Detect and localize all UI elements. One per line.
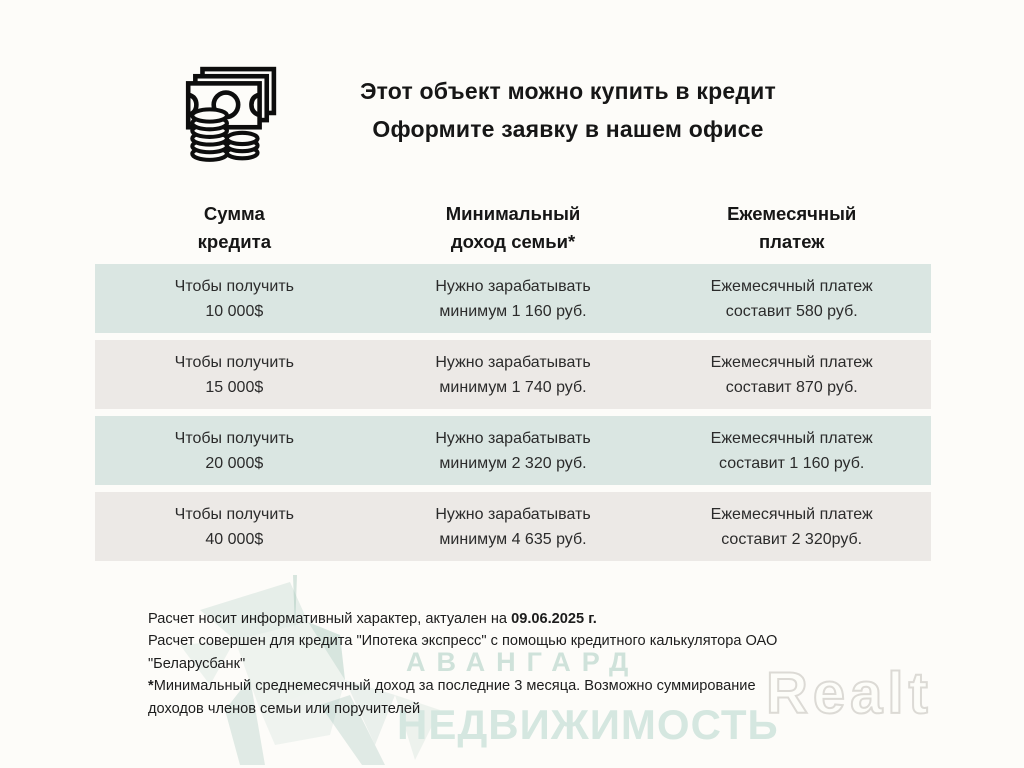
money-banknotes-coins-icon [178,64,280,166]
agency-watermark-line2: НЕДВИЖИМОСТЬ [397,701,779,748]
column-header-monthly-payment: Ежемесячный платеж [727,203,857,252]
credit-sum-cell: Чтобы получить 20 000$ [174,429,294,472]
column-header-credit-sum: Сумма кредита [197,203,271,252]
column-header-min-income: Минимальный доход семьи* [445,203,581,252]
monthly-payment-cell: Ежемесячный платеж составит 2 320руб. [710,505,873,548]
monthly-payment-cell: Ежемесячный платеж составит 580 руб. [710,277,873,320]
table-row [95,264,931,333]
realt-watermark: Realt [766,661,933,726]
credit-sum-cell: Чтобы получить 40 000$ [174,505,294,548]
page-title [280,72,856,148]
footnote-asterisk: * [148,678,154,695]
note-income-line2: доходов членов семьи или поручителей [148,700,421,717]
min-income-cell: Нужно зарабатывать минимум 4 635 руб. [435,505,591,548]
table-header-row [95,200,931,256]
note-date: 09.06.2025 г. [511,611,597,627]
credit-sum-cell: Чтобы получить 15 000$ [174,353,294,396]
note-actuality: Расчет носит информативный характер, актуален на 09.06.2025 г. [148,611,597,627]
note-calculator-line2: "Беларусбанк" [148,655,246,672]
page-title-line1: Этот объект можно купить в кредит [360,78,776,104]
table-row [95,416,931,485]
monthly-payment-cell: Ежемесячный платеж составит 1 160 руб. [710,429,873,472]
min-income-cell: Нужно зарабатывать минимум 1 160 руб. [435,277,591,320]
credit-sum-cell: Чтобы получить 10 000$ [174,277,294,320]
note-calculator-line1: Расчет совершен для кредита "Ипотека экспресс" с помощью кредитного калькулятора ОАО [148,633,778,650]
monthly-payment-cell: Ежемесячный платеж составит 870 руб. [710,353,873,396]
note-income-line1: *Минимальный среднемесячный доход за последние 3 месяца. Возможно суммирование [148,678,756,695]
credit-table [95,200,931,568]
table-row [95,492,931,561]
agency-watermark-line1: АВАНГАРД [406,647,640,677]
min-income-cell: Нужно зарабатывать минимум 2 320 руб. [435,429,591,472]
min-income-cell: Нужно зарабатывать минимум 1 740 руб. [435,353,591,396]
table-row [95,340,931,409]
page-title-line2: Оформите заявку в нашем офисе [372,116,764,142]
